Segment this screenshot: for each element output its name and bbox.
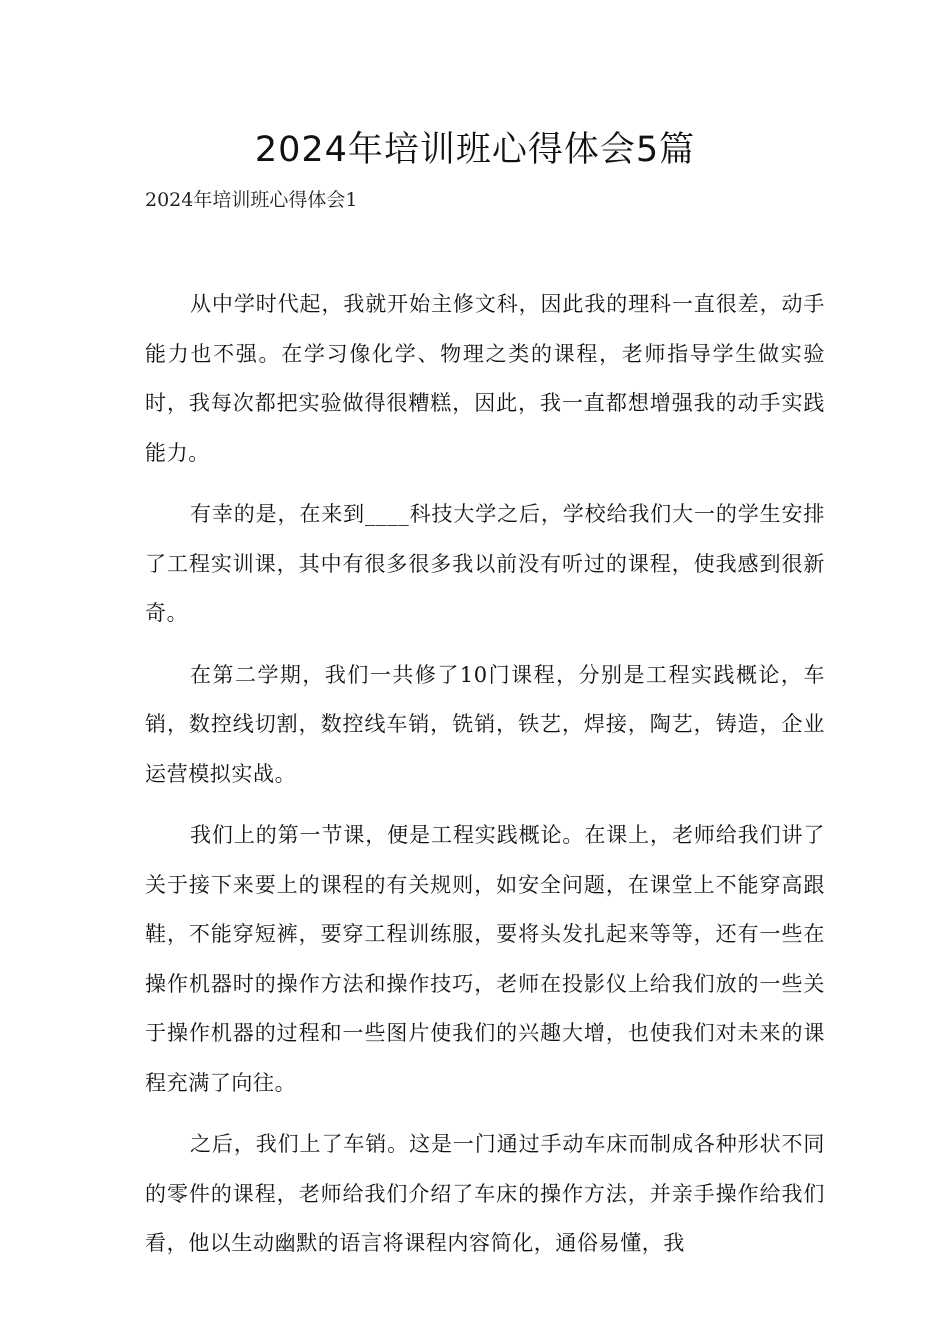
document-subtitle: 2024年培训班心得体会1 [145,189,358,211]
paragraph: 从中学时代起，我就开始主修文科，因此我的理科一直很差，动手能力也不强。在学习像化学、物理之类的课程，老师指导学生做实验时，我每次都把实验做得很糟糕，因此，我一直都想增强我的动手实践能力。 [145,292,825,465]
document-title: 2024年培训班心得体会5篇 [254,130,696,170]
paragraph: 我们上的第一节课，便是工程实践概论。在课上，老师给我们讲了关于接下来要上的课程的有关规则，如安全问题，在课堂上不能穿高跟鞋，不能穿短裤，要穿工程训练服，要将头发扎起来等等，还有一些在操作机器时的操作方法和操作技巧，老师在投影仪上给我们放的一些关于操作机器的过程和一些图片使我们的兴趣大增，也使我们对未来的课程充满了向往。 [145,823,825,1095]
document-body [145,280,825,1281]
paragraph: 有幸的是，在来到____科技大学之后，学校给我们大一的学生安排了工程实训课，其中有很多很多我以前没有听过的课程，使我感到很新奇。 [145,502,825,625]
paragraph: 在第二学期，我们一共修了10门课程，分别是工程实践概论，车销，数控线切割，数控线车销，铣销，铁艺，焊接，陶艺，铸造，企业运营模拟实战。 [145,662,825,786]
paragraph: 之后，我们上了车销。这是一门通过手动车床而制成各种形状不同的零件的课程，老师给我们介绍了车床的操作方法，并亲手操作给我们看，他以生动幽默的语言将课程内容简化，通俗易懂，我 [145,1132,825,1255]
